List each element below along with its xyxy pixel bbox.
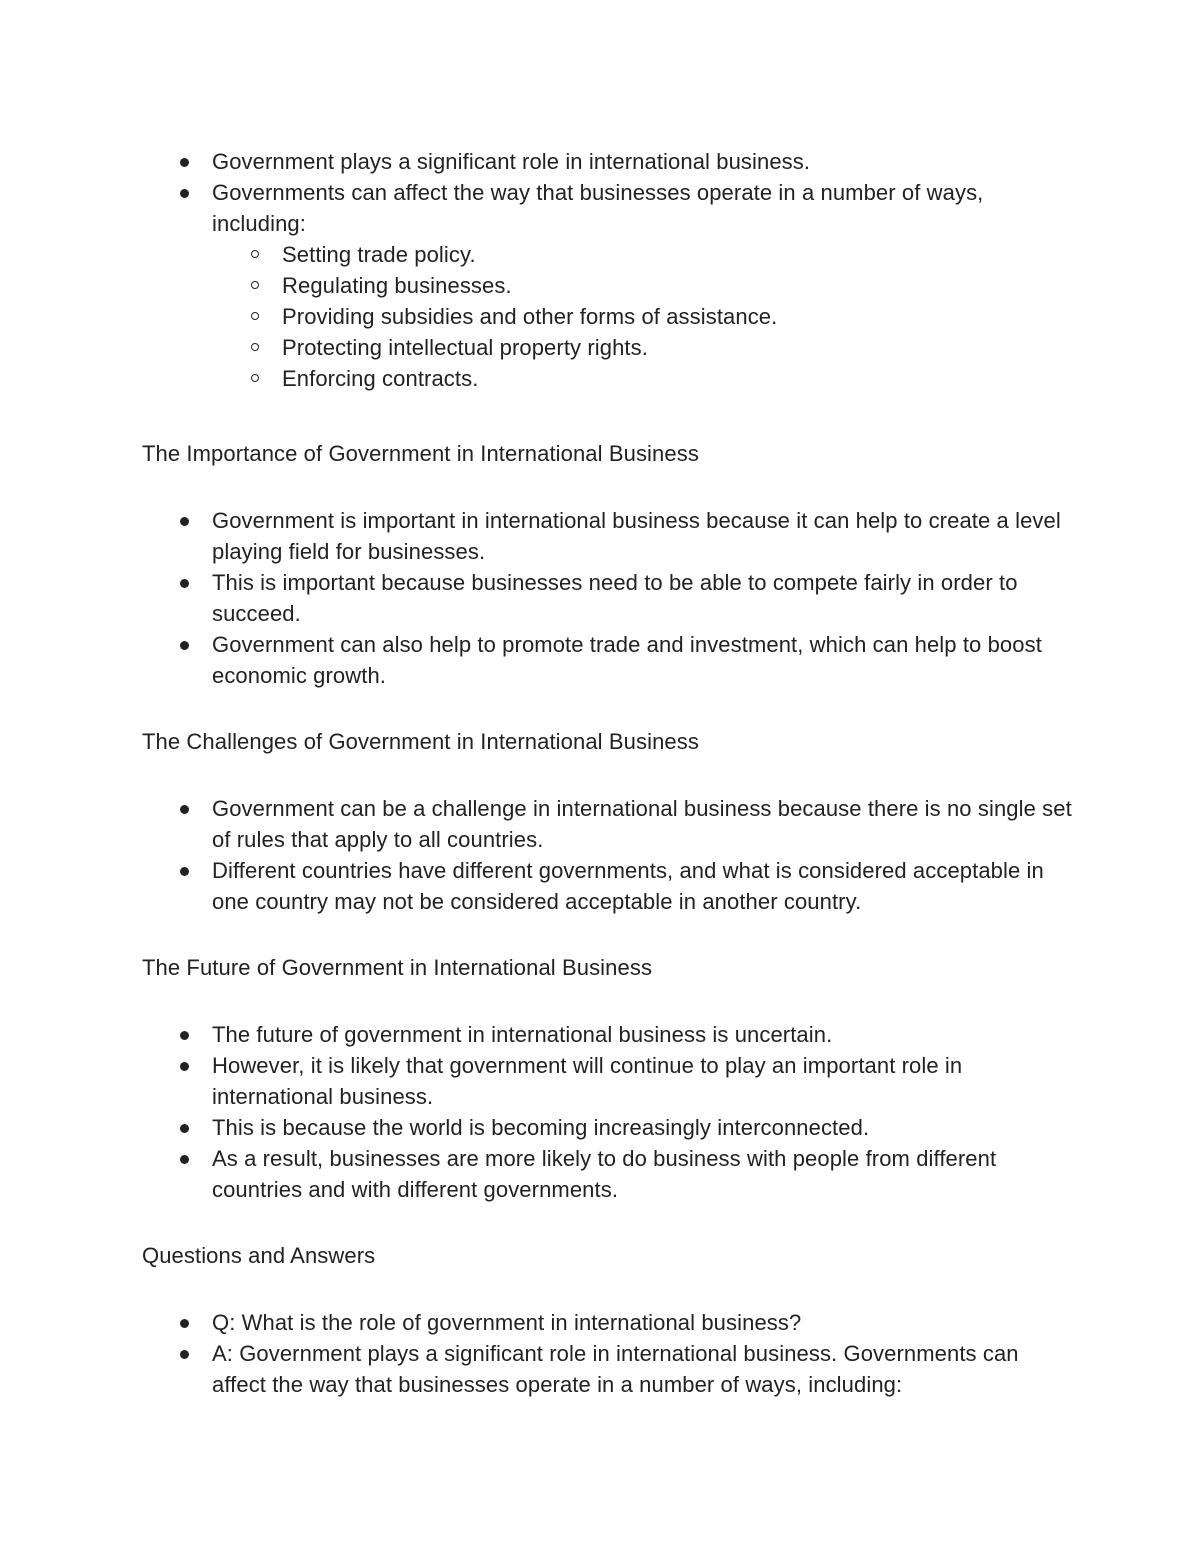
sublist-item-text: Providing subsidies and other forms of assistance. [282, 304, 778, 329]
list-item [142, 1338, 1072, 1400]
list-item [142, 1050, 1072, 1112]
sublist-item [142, 332, 1072, 363]
section-heading-challenges: The Challenges of Government in International Business [142, 729, 699, 754]
list-item-text: Government plays a significant role in international business. [212, 149, 811, 174]
section-heading-qa: Questions and Answers [142, 1243, 376, 1268]
list-item-text: Governments can affect the way that businesses operate in a number of ways, including: [212, 180, 984, 236]
spacer [142, 394, 1072, 438]
intro-sublist [142, 239, 1072, 394]
spacer [142, 983, 1072, 1019]
list-item [142, 146, 1072, 177]
list-item-text: Different countries have different governments, and what is considered acceptable in one country may not be considered acceptable in another country. [212, 858, 1044, 914]
list-item-text: A: Government plays a significant role in international business. Governments can affect the way that businesses operate in a number of ways, including: [212, 1341, 1019, 1397]
list-item [142, 793, 1072, 855]
list-item [142, 1307, 1072, 1338]
section-heading-future: The Future of Government in International Business [142, 955, 653, 980]
document-page [142, 146, 1072, 1400]
sublist-item-text: Setting trade policy. [282, 242, 476, 267]
list-item-text: Government is important in international business because it can help to create a level playing field for businesses. [212, 508, 1061, 564]
list-item-text: Q: What is the role of government in international business? [212, 1310, 802, 1335]
list-item [142, 1112, 1072, 1143]
importance-list [142, 505, 1072, 691]
list-item [142, 629, 1072, 691]
spacer [142, 691, 1072, 726]
spacer [142, 917, 1072, 952]
sublist-item [142, 239, 1072, 270]
sublist-item-text: Enforcing contracts. [282, 366, 479, 391]
list-item [142, 855, 1072, 917]
list-item [142, 177, 1072, 239]
list-item-text: Government can also help to promote trade and investment, which can help to boost economic growth. [212, 632, 1042, 688]
list-item [142, 505, 1072, 567]
list-item-text: The future of government in international business is uncertain. [212, 1022, 833, 1047]
spacer [142, 1205, 1072, 1240]
qa-list [142, 1307, 1072, 1400]
section-heading-importance: The Importance of Government in International Business [142, 441, 699, 466]
sublist-item-text: Regulating businesses. [282, 273, 512, 298]
list-item-text: This is because the world is becoming increasingly interconnected. [212, 1115, 870, 1140]
intro-list [142, 146, 1072, 239]
future-list [142, 1019, 1072, 1205]
list-item-text: However, it is likely that government will continue to play an important role in international business. [212, 1053, 963, 1109]
spacer [142, 469, 1072, 505]
spacer [142, 757, 1072, 793]
sublist-item [142, 363, 1072, 394]
list-item [142, 567, 1072, 629]
list-item-text: This is important because businesses need to be able to compete fairly in order to succeed. [212, 570, 1018, 626]
sublist-item [142, 270, 1072, 301]
sublist-item [142, 301, 1072, 332]
list-item [142, 1019, 1072, 1050]
list-item-text: Government can be a challenge in international business because there is no single set of rules that apply to all countries. [212, 796, 1072, 852]
sublist-item-text: Protecting intellectual property rights. [282, 335, 648, 360]
list-item [142, 1143, 1072, 1205]
challenges-list [142, 793, 1072, 917]
spacer [142, 1271, 1072, 1307]
list-item-text: As a result, businesses are more likely to do business with people from different countries and with different governments. [212, 1146, 997, 1202]
